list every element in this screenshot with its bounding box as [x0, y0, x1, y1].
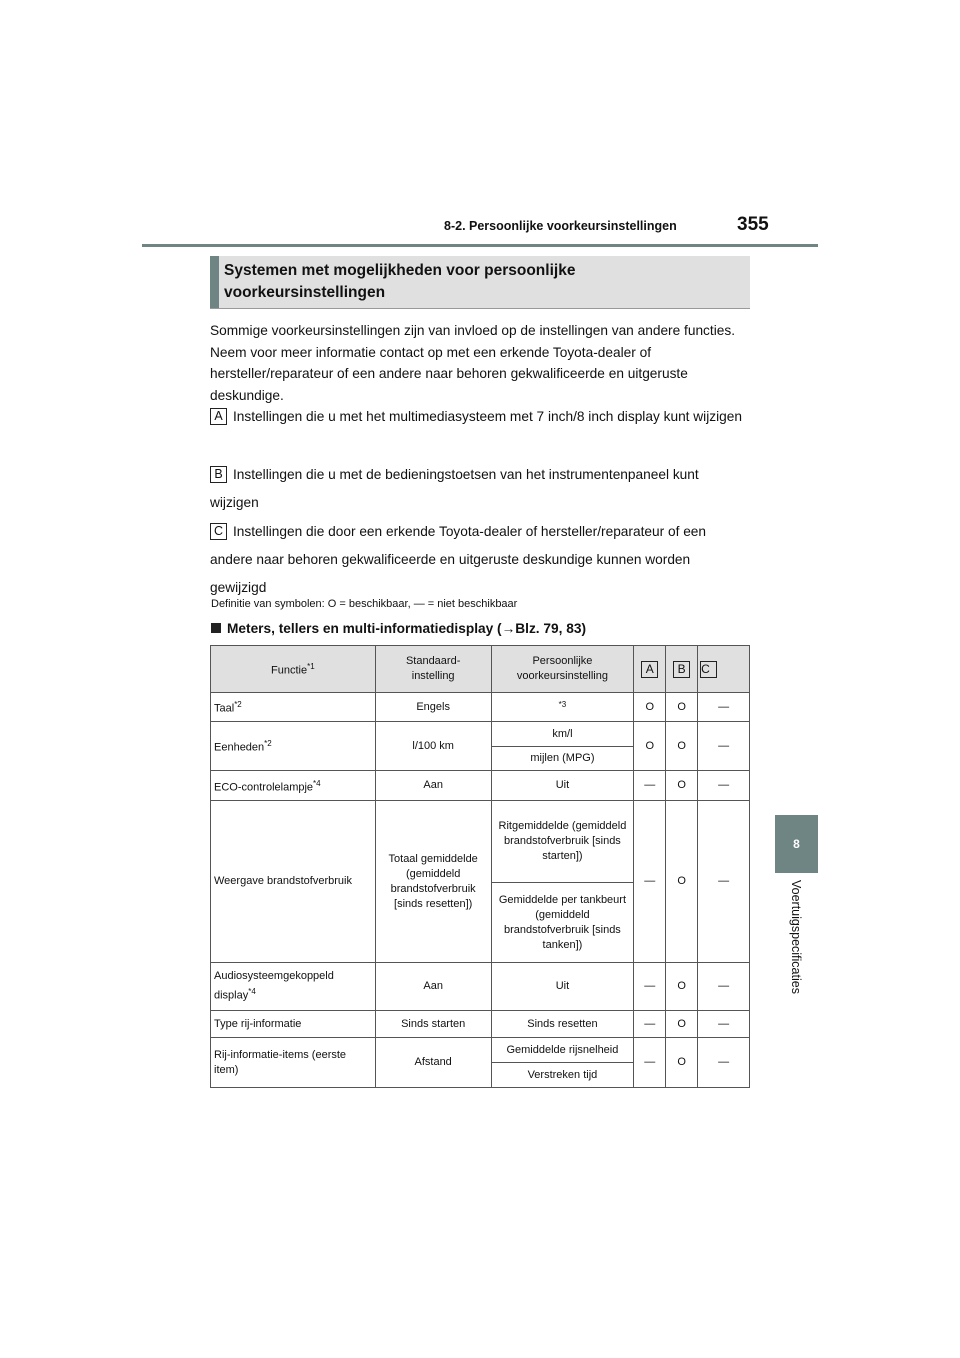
cell-c: — — [698, 1038, 750, 1088]
badge-c: C — [210, 523, 227, 540]
cell-default: Engels — [375, 693, 491, 722]
cell-default: Aan — [375, 771, 491, 801]
cell-a: — — [634, 771, 666, 801]
item-a — [210, 403, 750, 431]
header-a: A — [634, 646, 666, 693]
cell-default: Aan — [375, 963, 491, 1011]
item-a-text: Instellingen die u met het multimediasysteem met 7 inch/8 inch display kunt wijzigen — [233, 409, 742, 424]
section-title-line1: Systemen met mogelijkheden voor persoonlijke — [224, 262, 576, 279]
cell-b: O — [666, 1011, 698, 1038]
item-b-text: Instellingen die u met de bedieningstoetsen van het instrumentenpaneel kunt wijzigen — [210, 467, 699, 510]
cell-a: — — [634, 1038, 666, 1088]
cell-custom: Gemiddelde per tankbeurt (gemiddeld brandstofverbruik [sinds tanken]) — [491, 883, 634, 963]
section-header: 8-2. Persoonlijke voorkeursinstellingen — [444, 219, 677, 233]
square-bullet-icon — [211, 623, 221, 633]
cell-default: Afstand — [375, 1038, 491, 1088]
header-rule — [142, 244, 818, 247]
cell-custom: Uit — [491, 963, 634, 1011]
table-row — [211, 771, 750, 801]
cell-func: Taal$^{*2}$ — [211, 693, 376, 722]
cell-custom: mijlen (MPG) — [491, 747, 634, 771]
badge-b: B — [210, 466, 227, 483]
section-title-box — [210, 256, 750, 309]
cell-c: — — [698, 801, 750, 963]
cell-a: — — [634, 1011, 666, 1038]
table-row — [211, 1038, 750, 1063]
cell-b: O — [666, 693, 698, 722]
header-b: B — [666, 646, 698, 693]
cell-b: O — [666, 1038, 698, 1088]
table-row — [211, 963, 750, 1011]
cell-c: — — [698, 722, 750, 771]
settings-table — [210, 645, 750, 1088]
symbol-definition: Definitie van symbolen: O = beschikbaar, — = niet beschikbaar — [211, 598, 518, 610]
cell-func: Audiosysteemgekoppeld display$^{*4}$ — [211, 963, 376, 1011]
cell-func: Type rij-informatie — [211, 1011, 376, 1038]
cell-custom: km/l — [491, 722, 634, 747]
header-c: C — [698, 646, 750, 693]
item-c — [210, 518, 750, 602]
table-row — [211, 801, 750, 883]
cell-a: — — [634, 963, 666, 1011]
cell-default: Totaal gemiddelde (gemiddeld brandstofverbruik [sinds resetten]) — [375, 801, 491, 963]
page-number: 355 — [737, 214, 769, 235]
cell-custom: Ritgemiddelde (gemiddeld brandstofverbruik [sinds starten]) — [491, 801, 634, 883]
item-b — [210, 461, 750, 517]
chapter-label-text: Voertuigspecificaties — [789, 880, 803, 994]
cell-func: Eenheden$^{*2}$ — [211, 722, 376, 771]
table-row — [211, 1011, 750, 1038]
cell-b: O — [666, 963, 698, 1011]
cell-c: — — [698, 771, 750, 801]
intro-paragraph: Sommige voorkeursinstellingen zijn van invloed op de instellingen van andere functies. Neem voor meer informatie contact op met een erkende Toyota-dealer of hersteller/reparateur of een andere naar behoren gekwalificeerde en uitgeruste deskundige. — [210, 323, 735, 403]
table-row — [211, 693, 750, 722]
cell-func: ECO-controlelampje$^{*4}$ — [211, 771, 376, 801]
chapter-number: 8 — [793, 837, 800, 851]
item-c-text: Instellingen die door een erkende Toyota-dealer of hersteller/reparateur of een andere naar behoren gekwalificeerde en uitgeruste deskundige kunnen worden gewijzigd — [210, 524, 707, 595]
cell-c: — — [698, 1011, 750, 1038]
section-title-line2: voorkeursinstellingen — [224, 284, 386, 301]
cell-custom: Sinds resetten — [491, 1011, 634, 1038]
cell-a: O — [634, 722, 666, 771]
cell-custom: *3 — [491, 693, 634, 722]
cell-custom: Uit — [491, 771, 634, 801]
cell-b: O — [666, 801, 698, 963]
chapter-label — [776, 880, 816, 1050]
table-header-row — [211, 646, 750, 693]
header-function: Functie$^{*1}$ — [211, 646, 376, 693]
cell-func: Rij-informatie-items (eerste item) — [211, 1038, 376, 1088]
cell-b: O — [666, 722, 698, 771]
header-default: Standaard- instelling — [375, 646, 491, 693]
table-row — [211, 722, 750, 747]
cell-a: — — [634, 801, 666, 963]
cell-custom: Gemiddelde rijsnelheid — [491, 1038, 634, 1063]
section-title-bar — [210, 256, 219, 308]
subheading — [211, 621, 586, 636]
cell-default: Sinds starten — [375, 1011, 491, 1038]
cell-b: O — [666, 771, 698, 801]
cell-a: O — [634, 693, 666, 722]
section-title — [224, 260, 575, 304]
cell-custom: Verstreken tijd — [491, 1063, 634, 1088]
cell-func: Weergave brandstofverbruik — [211, 801, 376, 963]
cell-c: — — [698, 693, 750, 722]
cell-c: — — [698, 963, 750, 1011]
subheading-text: Meters, tellers en multi-informatiedisplay (→Blz. 79, 83) — [227, 621, 587, 636]
cell-default: l/100 km — [375, 722, 491, 771]
badge-a: A — [210, 408, 227, 425]
chapter-tab — [775, 815, 818, 873]
header-custom: Persoonlijke voorkeursinstelling — [491, 646, 634, 693]
